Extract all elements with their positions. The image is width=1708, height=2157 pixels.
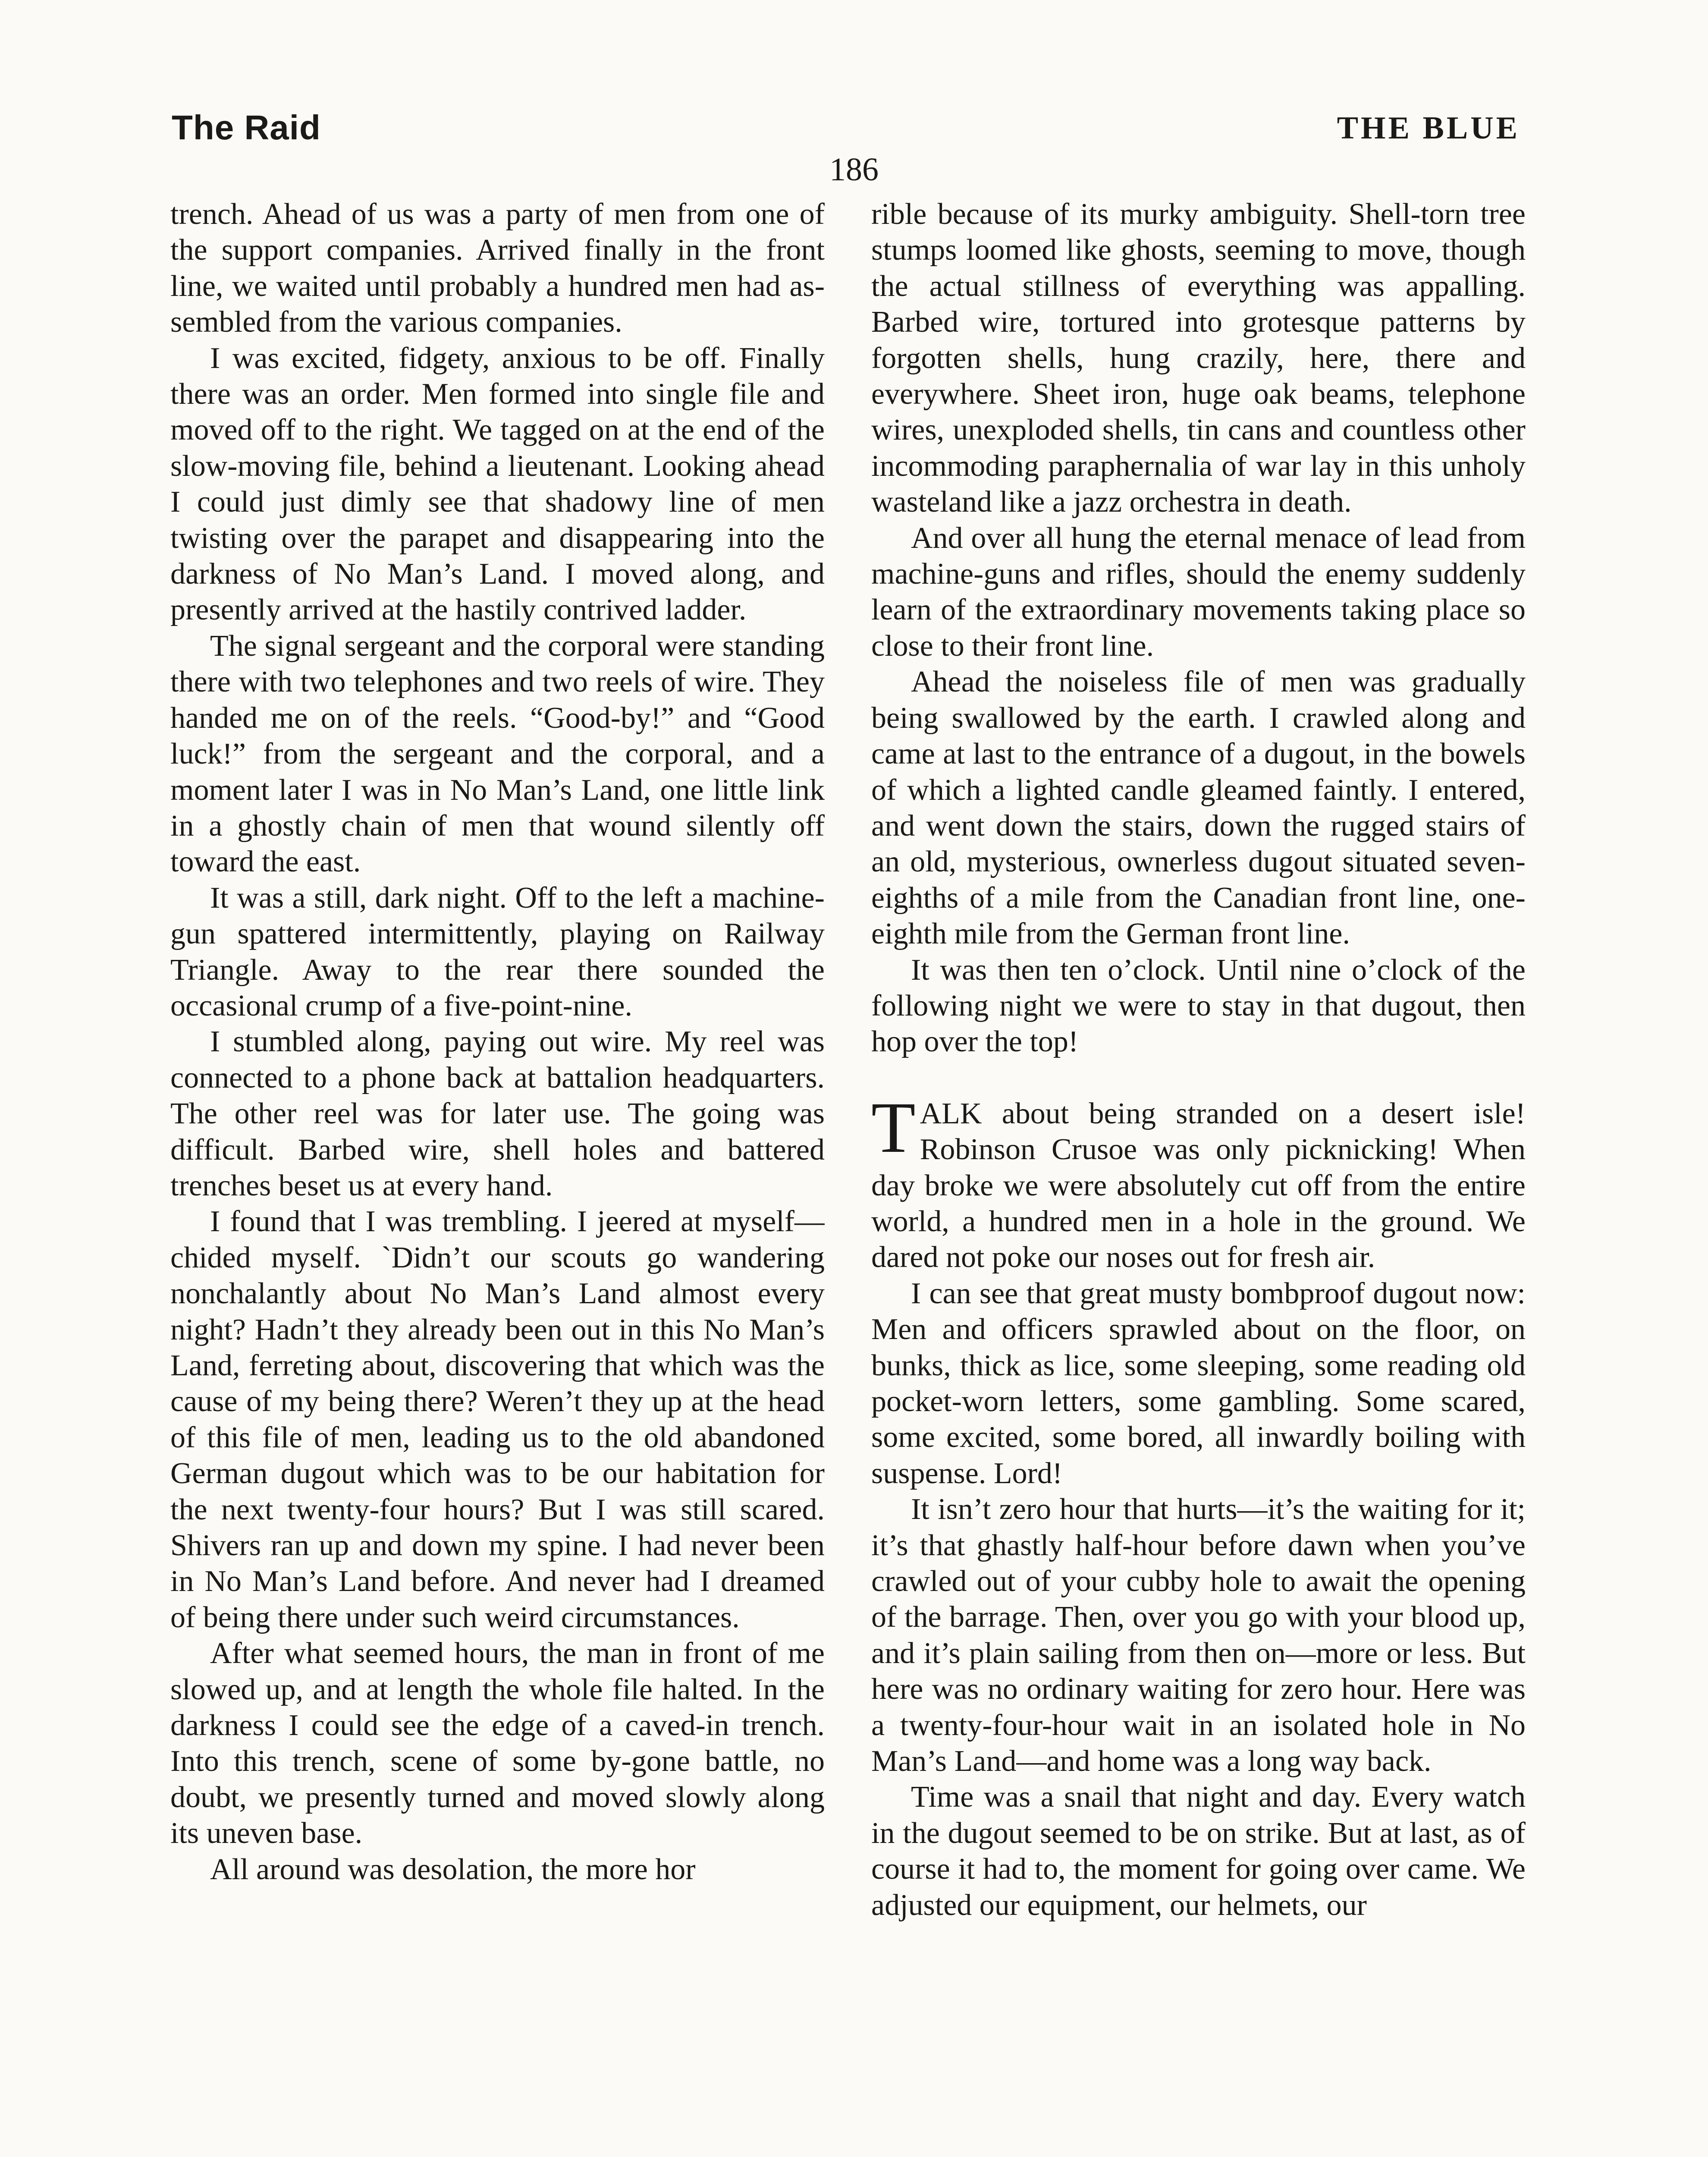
paragraph: rible because of its murky ambiguity. Shell-torn tree stumps loomed like ghosts, seeming to move, though the actual stillness of everything was appalling. Barbed wire, tortured into grotesque patterns by forgotten shells, hung crazily, here, there and everywhere. Sheet iron, huge oak beams, telephone wires, unexploded shells, tin cans and countless other incommoding paraphernalia of war lay in this unholy wasteland like a jazz orchestra in death. [871,198,1526,519]
paragraph: It was a still, dark night. Off to the left a machine-gun spattered intermittently, playing on Railway Triangle. Away to the rear there sounded the occasional crump of a five-point-nine. [170,881,825,1022]
paragraph: Ahead the noiseless file of men was gradually being swallowed by the earth. I crawled along and came at last to the entrance of a dugout, in the bowels of which a lighted candle gleamed faintly. I entered, and went down the stairs, down the rugged stairs of an old, mysterious, ownerless dugout situated seven-eighths of a mile from the Canadian front line, one-eighth mile from the German front line. [871,665,1526,951]
paragraph: I found that I was trembling. I jeered at myself—chided myself. `Didn’t our scouts go wandering nonchalantly about No Man’s Land almost every night? Hadn’t they already been out in this No Man’s Land, ferreting about, discovering that which was the cause of my being there? Weren’t they up at the head of this file of men, leading us to the old abandoned German dugout which was to be our habitation for the next twenty-four hours? But I was still scared. Shivers ran up and down my spine. I had never been in No Man’s Land before. And never had I dreamed of being there under such weird circumstances. [170,1205,825,1634]
paragraph: The signal sergeant and the corporal were standing there with two telephones and two reels of wire. They handed me on of the reels. “Good-by!” and “Good luck!” from the sergeant and the corporal, and a moment later I was in No Man’s Land, one little link in a ghostly chain of men that wound silently off toward the east. [170,629,825,879]
paragraph: After what seemed hours, the man in front of me slowed up, and at length the whole file halted. In the darkness I could see the edge of a caved-in trench. Into this trench, scene of some by-gone battle, no doubt, we presently turned and moved slowly along its uneven base. [170,1637,825,1850]
paragraph: I was excited, fidgety, anxious to be off. Finally there was an order. Men formed into single file and moved off to the right. We tagged on at the end of the slow-moving file, behind a lieutenant. Looking ahead I could just dimly see that shadowy line of men twisting over the parapet and disappearing into the darkness of No Man’s Land. I moved along, and presently arrived at the hastily contrived ladder. [170,341,825,627]
paragraph: And over all hung the eternal menace of lead from machine-guns and rifles, should the enemy suddenly learn of the extraordinary movements taking place so close to their front line. [871,521,1526,663]
page-number: 186 [829,151,879,188]
right-column [871,196,1526,2157]
paragraph: I stumbled along, paying out wire. My reel was connected to a phone back at battalion headquarters. The other reel was for later use. The going was difficult. Barbed wire, shell holes and battered trenches beset us at every hand. [170,1025,825,1202]
paragraph: Time was a snail that night and day. Every watch in the dugout seemed to be on strike. But at last, as of course it had to, the moment for going over came. We adjusted our equipment, our helmets, our [871,1780,1526,1922]
section-start-paragraph [871,1087,1526,1276]
paragraph: All around was desolation, the more hor [210,1852,696,1886]
story-title: The Raid [172,108,321,147]
paragraph: It was then ten o’clock. Until nine o’clock of the following night we were to stay in that dugout, then hop over the top! [871,953,1526,1059]
magazine-title: THE BLUE [1337,110,1520,146]
left-column [170,196,825,2157]
paragraph: I can see that great musty bombproof dugout now: Men and officers sprawled about on the floor, on bunks, thick as lice, some sleeping, some reading old pocket-worn letters, some gambling. Some scared, some excited, some bored, all inwardly boiling with suspense. Lord! [871,1277,1526,1490]
paragraph: It isn’t zero hour that hurts—it’s the waiting for it; it’s that ghastly half-hour before dawn when you’ve crawled out of your cubby hole to await the opening of the barrage. Then, over you go with your blood up, and it’s plain sailing from then on—more or less. But here was no ordinary waiting for zero hour. Here was a twenty-four-hour wait in an isolated hole in No Man’s Land—and home was a long way back. [871,1493,1526,1778]
drop-cap: T [871,1087,916,1168]
paragraph: trench. Ahead of us was a party of men from one of the support companies. Arrived finally in the front line, we waited until probably a hundred men had assembled from the various companies. [170,198,825,339]
paragraph-text: ALK about being stranded on a desert isle! Robinson Crusoe was only picknicking! When day broke we were absolutely cut off from the entire world, a hundred men in a hole in the ground. We dared not poke our noses out for fresh air. [871,1097,1526,1274]
